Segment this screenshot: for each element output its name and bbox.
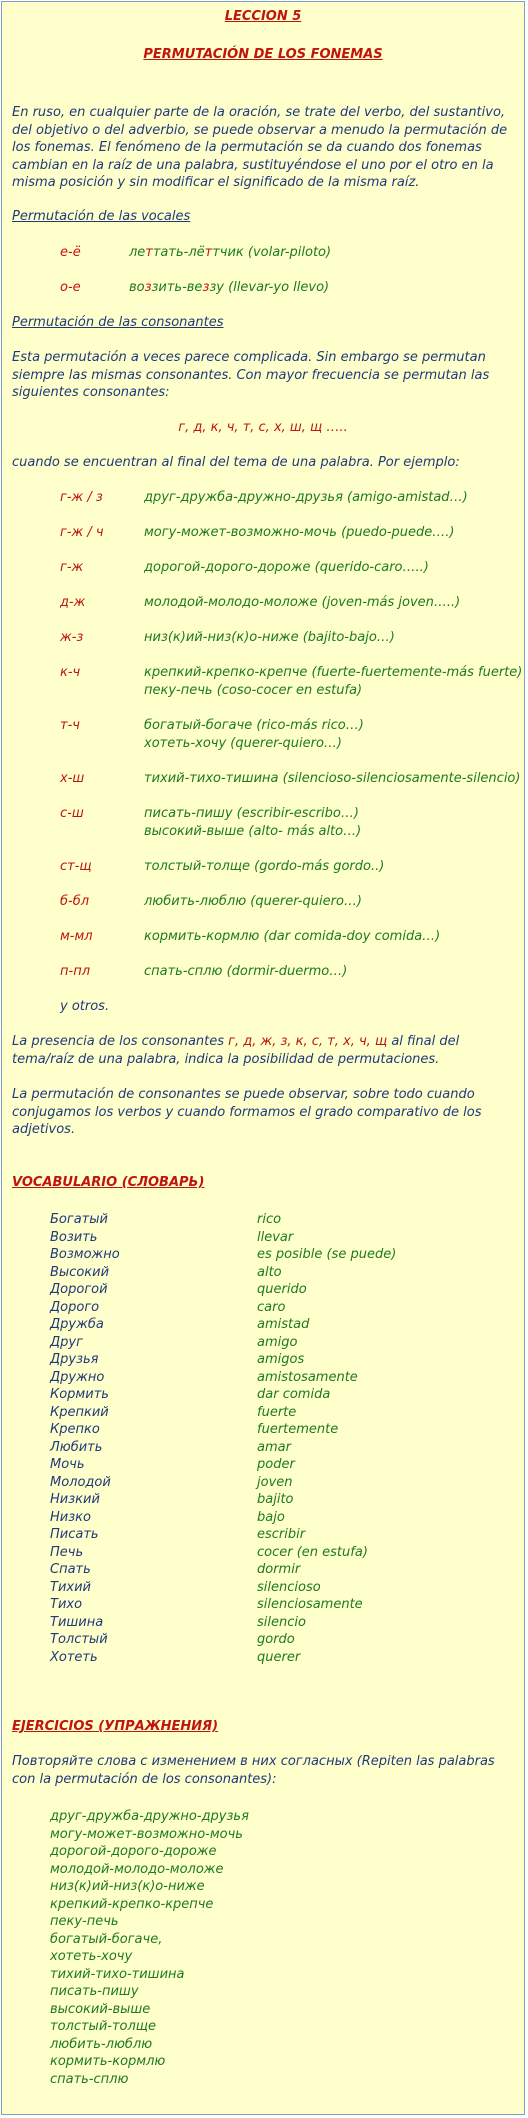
vocab-spanish: bajito — [257, 1492, 294, 1507]
vocab-spanish: querido — [257, 1282, 307, 1297]
vocab-spanish: querer — [257, 1649, 301, 1665]
vocab-russian: Друзья — [50, 1352, 99, 1367]
presence-paragraph — [12, 1033, 517, 1068]
vocab-russian: Высокий — [50, 1264, 110, 1280]
exercise-item: молодой-молодо-моложе — [50, 1861, 224, 1877]
example-text: молодой-молодо-моложе (joven-más joven…..) — [144, 595, 461, 610]
exercise-item: любить-люблю — [50, 2036, 153, 2052]
vocab-spanish: amar — [257, 1439, 291, 1455]
exercise-item: дорогой-дорого-дороже — [50, 1844, 217, 1859]
vocab-russian: Дружба — [50, 1317, 104, 1332]
exercise-item: крепкий-крепко-крепче — [50, 1896, 214, 1912]
example-pair: т-ч — [60, 718, 80, 733]
vocab-russian: Друг — [50, 1334, 83, 1350]
vowel-word-post: зу (llevar-yo llevo) — [209, 280, 330, 295]
exercise-item: богатый-богаче, — [50, 1931, 163, 1947]
exercise-item: спать-сплю — [50, 2071, 129, 2087]
exercise-item: друг-дружба-дружно-друзья — [50, 1809, 249, 1824]
vocab-russian: Мочь — [50, 1457, 85, 1472]
vocab-spanish: dormir — [257, 1562, 301, 1577]
exercises-instruction: Повторяйте слова с изменением в них согласных (Repiten las palabras con la permutación de los consonantes): — [12, 1754, 495, 1787]
exercise-item: пеку-печь — [50, 1914, 119, 1929]
example-text: дорогой-дорого-дороже (querido-caro…..) — [144, 560, 429, 575]
vocab-russian: Крепкий — [50, 1404, 109, 1420]
example-text: богатый-богаче (rico-más rico…) хотеть-хочу (querer-quiero…) — [144, 718, 364, 751]
example-pair: м-мл — [60, 929, 93, 944]
vocab-russian: Возможно — [50, 1247, 120, 1262]
vocab-russian: Дорого — [50, 1299, 100, 1315]
vocab-spanish: silencio — [257, 1614, 306, 1630]
example-pair: б-бл — [60, 894, 90, 909]
vocab-russian: Печь — [50, 1544, 84, 1560]
example-text: тихий-тихо-тишина (silencioso-silenciosamente-silencio) — [144, 771, 521, 786]
vowel-word-post: тчик (volar-piloto) — [212, 245, 332, 260]
conjugation-paragraph: La permutación de consonantes se puede observar, sobre todo cuando conjugamos los verbos y cuando formamos el grado comparativo de los adjetivos. — [12, 1087, 482, 1137]
vowel-example-1 — [60, 244, 331, 262]
vocab-russian: Дорогой — [50, 1282, 108, 1297]
vocab-spanish: escribir — [257, 1527, 306, 1542]
vocab-russian: Писать — [50, 1527, 99, 1542]
others-note: y otros. — [60, 999, 110, 1014]
vocab-russian: Возить — [50, 1229, 98, 1245]
vocab-spanish: amistosamente — [257, 1369, 358, 1385]
vocab-russian: Хотеть — [50, 1649, 98, 1665]
vocab-spanish: joven — [257, 1474, 293, 1490]
vocab-russian: Богатый — [50, 1212, 108, 1227]
vocab-russian: Тихо — [50, 1597, 83, 1612]
vocab-spanish: llevar — [257, 1229, 294, 1245]
vocab-spanish: amistad — [257, 1317, 310, 1332]
vocab-russian: Крепко — [50, 1422, 100, 1437]
consonants-intro: Esta permutación a veces parece complicada. Sin embargo se permutan siempre las mismas consonantes. Con mayor frecuencia se permutan las siguientes consonantes: — [12, 350, 490, 400]
presence-post: al final del tema/raíz de una palabra, indica la posibilidad de permutaciones. — [12, 1034, 460, 1067]
example-pair: ст-щ — [60, 859, 92, 874]
presence-pre: La presencia de los consonantes — [12, 1034, 229, 1049]
vocab-spanish: silenciosamente — [257, 1597, 363, 1612]
vocab-russian: Тишина — [50, 1614, 104, 1630]
example-pair: с-ш — [60, 806, 84, 821]
example-text: могу-может-возможно-мочь (puedo-puede….) — [144, 525, 455, 540]
vocab-spanish: gordo — [257, 1632, 295, 1647]
vocab-spanish: rico — [257, 1212, 282, 1227]
consonant-list: г, д, к, ч, т, с, х, ш, щ ….. — [178, 420, 348, 435]
vocab-spanish: amigos — [257, 1352, 305, 1367]
vocab-russian: Молодой — [50, 1474, 111, 1490]
example-pair: ж-з — [60, 630, 84, 645]
vowel-word-pre: во — [128, 280, 145, 295]
example-text: низ(к)ий-низ(к)о-ниже (bajito-bajo…) — [144, 630, 395, 645]
vocab-russian: Дружно — [50, 1369, 105, 1385]
vocab-spanish: dar comida — [257, 1387, 331, 1402]
vocab-spanish: amigo — [257, 1334, 298, 1350]
exercise-item: низ(к)ий-низ(к)о-ниже — [50, 1879, 205, 1894]
vocab-russian: Низко — [50, 1509, 91, 1525]
vocab-spanish: bajo — [257, 1509, 285, 1525]
example-pair: х-ш — [60, 771, 85, 786]
vowel-pair: о-е — [60, 280, 81, 295]
example-pair: д-ж — [60, 595, 86, 610]
exercises-heading: EJERCICIOS (УПРАЖНЕНИЯ) — [12, 1719, 219, 1734]
vocab-spanish: alto — [257, 1264, 282, 1280]
vocab-russian: Толстый — [50, 1632, 108, 1647]
intro-paragraph: En ruso, en cualquier parte de la oración, se trate del verbo, del sustantivo, del objetivo o del adverbio, se puede observar a menudo la permutación de los fonemas. El fenómeno de la permutación se da cuando dos fonemas cambian en la raíz de una palabra, sustituyéndose el uno por el otro en la misma posición y sin modificar el significado de la misma raíz. — [12, 105, 508, 190]
example-pair: г-ж — [60, 560, 84, 575]
vocab-spanish: cocer (en estufa) — [257, 1544, 368, 1560]
exercise-item: могу-может-возможно-мочь — [50, 1826, 243, 1842]
consonants-after: cuando se encuentran al final del tema de una palabra. Por ejemplo: — [12, 455, 460, 470]
vocab-russian: Низкий — [50, 1492, 100, 1507]
vowel-letter: з — [144, 280, 152, 295]
vocab-russian: Спать — [50, 1562, 91, 1577]
vocab-russian: Тихий — [50, 1579, 91, 1595]
vowel-letter: т — [145, 245, 153, 260]
vocab-spanish: poder — [257, 1457, 295, 1472]
vowels-heading: Permutación de las vocales — [12, 209, 191, 224]
example-text: друг-дружба-дружно-друзья (amigo-amistad…) — [144, 490, 468, 505]
vocab-spanish: caro — [257, 1299, 286, 1315]
presence-list: г, д, ж, з, к, с, т, х, ч, щ — [228, 1034, 388, 1049]
vowel-word-mid: тать-лё — [152, 245, 205, 260]
vocab-spanish: silencioso — [257, 1579, 321, 1595]
vocab-spanish: es posible (se puede) — [257, 1247, 397, 1262]
lesson-subtitle: PERMUTACIÓN DE LOS FONEMAS — [143, 47, 383, 62]
vowel-word-pre: ле — [128, 245, 146, 260]
vowel-example-2 — [60, 279, 329, 297]
example-pair: п-пл — [60, 964, 90, 979]
example-text: кормить-кормлю (dar comida-doy comida…) — [144, 929, 441, 944]
example-text: толстый-толще (gordo-más gordo..) — [144, 859, 385, 874]
example-pair: г-ж / з — [60, 490, 103, 505]
vowel-pair: е-ё — [60, 245, 81, 260]
lesson-title: LECCION 5 — [224, 9, 302, 24]
lesson-page — [1, 1, 525, 2115]
vowel-word-mid: зить-ве — [151, 280, 203, 295]
vocab-spanish: fuertemente — [257, 1422, 339, 1437]
example-text: спать-сплю (dormir-duermo…) — [144, 964, 348, 979]
vocabulary-heading: VOCABULARIO (СЛОВАРЬ) — [12, 1175, 205, 1190]
vocab-russian: Любить — [50, 1439, 103, 1455]
example-pair: г-ж / ч — [60, 525, 104, 540]
exercise-item: хотеть-хочу — [50, 1949, 133, 1964]
example-text: крепкий-крепко-крепче (fuerte-fuertemente-más fuerte) пеку-печь (coso-cocer en estufa) — [144, 665, 523, 698]
exercise-item: тихий-тихо-тишина — [50, 1966, 185, 1982]
vowel-letter: з — [202, 280, 210, 295]
exercise-item: писать-пишу — [50, 1984, 139, 1999]
exercise-item: кормить-кормлю — [50, 2054, 166, 2069]
vowel-letter: т — [204, 245, 213, 260]
consonants-heading: Permutación de las consonantes — [12, 315, 224, 330]
exercise-item: толстый-толще — [50, 2019, 157, 2034]
example-text: писать-пишу (escribir-escribo…) высокий-выше (alto- más alto…) — [144, 806, 362, 839]
example-text: любить-люблю (querer-quiero…) — [144, 894, 362, 909]
vocab-spanish: fuerte — [257, 1404, 297, 1420]
example-pair: к-ч — [60, 665, 81, 680]
vocab-russian: Кормить — [50, 1387, 109, 1402]
exercise-item: высокий-выше — [50, 2001, 151, 2017]
